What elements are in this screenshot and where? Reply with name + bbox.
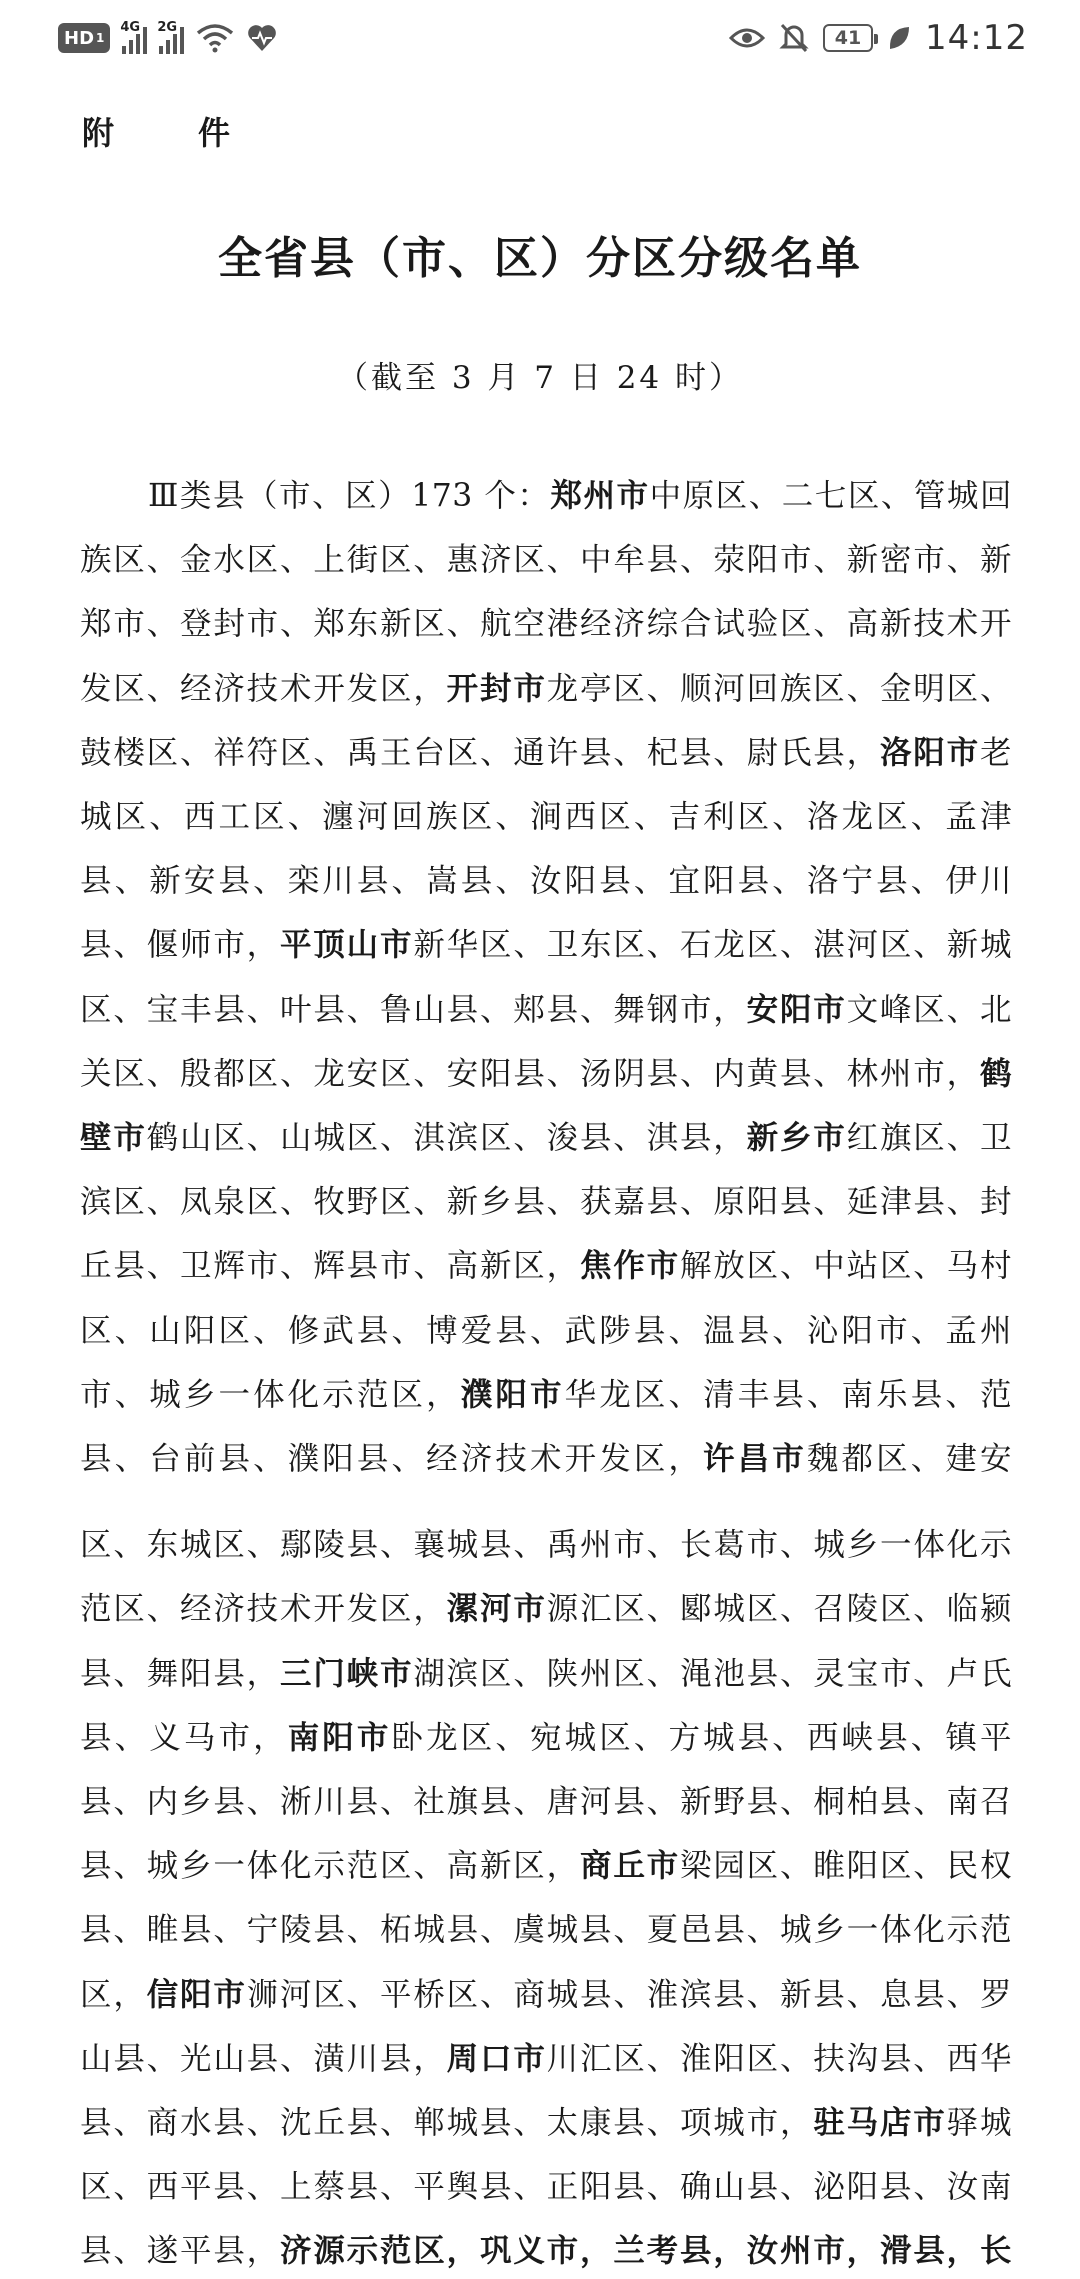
body-line: [80, 1431, 1012, 1487]
body-text: 关区、殷都区、龙安区、安阳县、汤阴县、内黄县、林州市，: [80, 1055, 980, 1092]
body-line: [80, 2159, 1012, 2215]
body-line: [80, 1967, 1012, 2023]
body-line: [80, 917, 1012, 973]
signal-2g-label: 2G: [157, 20, 178, 35]
body-line: [80, 789, 1012, 845]
city-name: 新乡市: [746, 1119, 847, 1156]
city-name: 焦作市: [579, 1247, 680, 1285]
city-name: 漯河市: [446, 1590, 547, 1628]
body-text: 市、城乡一体化示范区，: [80, 1376, 461, 1413]
city-name: 驻马店市: [813, 2104, 947, 2141]
body-line: [80, 1902, 1012, 1958]
body-line: [80, 853, 1012, 909]
body-text: 卧龙区、宛城区、方城县、西峡县、镇平: [391, 1719, 1012, 1756]
body-line: [80, 1710, 1012, 1766]
body-text: 区、西平县、上蔡县、平舆县、正阳县、确山县、泌阳县、汝南: [80, 2169, 1012, 2206]
city-name: 许昌市: [703, 1440, 807, 1477]
city-name: 商丘市: [579, 1847, 680, 1885]
body-line: [80, 1581, 1012, 1637]
body-text: 新华区、卫东区、石龙区、湛河区、新城: [413, 927, 1012, 964]
body-text: 族区、金水区、上街区、惠济区、中牟县、荥阳市、新密市、新: [80, 542, 1012, 579]
body-text: 解放区、中站区、马村: [679, 1248, 1012, 1285]
body-text: 文峰区、北: [846, 991, 1012, 1028]
body-text: 郑市、登封市、郑东新区、航空港经济综合试验区、高新技术开: [80, 606, 1012, 643]
city-name: 濮阳市: [460, 1375, 565, 1413]
body-text: 山县、光山县、潢川县，: [80, 2040, 447, 2077]
body-text: 滨区、凤泉区、牧野区、新乡县、获嘉县、原阳县、延津县、封: [80, 1184, 1012, 1221]
city-name: 南阳市: [287, 1718, 392, 1756]
body-line: [80, 1646, 1012, 1702]
body-text: 城区、西工区、瀍河回族区、涧西区、吉利区、洛龙区、孟津: [80, 799, 1012, 835]
body-text: 范区、经济技术开发区，: [80, 1591, 447, 1628]
body-text: 县、遂平县，: [80, 2233, 280, 2270]
body-line: [80, 661, 1012, 717]
city-name: 安阳市: [746, 990, 847, 1028]
body-text: 区、东城区、鄢陵县、襄城县、禹州市、长葛市、城乡一体化示: [80, 1527, 1012, 1564]
body-line: [80, 1238, 1012, 1294]
city-name: 郑州市: [550, 477, 650, 514]
city-name: 鹤: [979, 1054, 1012, 1092]
body-line: [80, 1517, 1012, 1573]
body-line: [80, 596, 1012, 652]
body-text: 县、新安县、栾川县、嵩县、汝阳县、宜阳县、洛宁县、伊川: [80, 863, 1012, 900]
body-line: [80, 1838, 1012, 1894]
body-text: 红旗区、卫: [846, 1120, 1012, 1156]
body-line: [80, 2095, 1012, 2151]
body-line: [80, 1303, 1012, 1359]
city-name: 周口市: [446, 2039, 547, 2077]
body-text: 川汇区、淮阳区、扶沟县、西华: [546, 2040, 1012, 2077]
body-text: 梁园区、睢阳区、民权: [679, 1848, 1012, 1885]
body-text: 县、台前县、濮阳县、经济技术开发区，: [80, 1441, 704, 1477]
clock: 14:12: [925, 18, 1028, 58]
body-line: [80, 1110, 1012, 1166]
body-text: 区、山阳区、修武县、博爱县、武陟县、温县、沁阳市、孟州: [80, 1312, 1012, 1349]
city-name: 平顶山市: [280, 926, 414, 964]
body-text: 驿城: [946, 2105, 1012, 2141]
body-text: 龙亭区、顺河回族区、金明区、: [546, 670, 1012, 707]
city-name: 壁市: [80, 1119, 147, 1156]
body-text: 鹤山区、山城区、淇滨区、浚县、淇县，: [146, 1120, 747, 1156]
body-line: [80, 532, 1012, 588]
attachment-label: 附 件: [82, 114, 257, 152]
body-text: 湖滨区、陕州区、渑池县、灵宝市、卢氏: [413, 1655, 1012, 1692]
document-title: 全省县（市、区）分区分级名单: [218, 233, 862, 284]
body-text: 县、商水县、沈丘县、郸城县、太康县、项城市，: [80, 2105, 814, 2141]
city-name: 信阳市: [146, 1975, 247, 2013]
body-line: [80, 1174, 1012, 1230]
body-text: 县、内乡县、淅川县、社旗县、唐河县、新野县、桐柏县、南召: [80, 1784, 1012, 1820]
body-line: [80, 1046, 1012, 1102]
document-subtitle: （截至 3 月 7 日 24 时）: [336, 360, 744, 396]
body-text: Ⅲ类县（市、区）173 个：: [148, 478, 551, 514]
body-text: 浉河区、平桥区、商城县、淮滨县、新县、息县、罗: [246, 1976, 1012, 2013]
body-text: 中原区、二七区、管城回: [649, 478, 1012, 514]
body-text: 县、城乡一体化示范区、高新区，: [80, 1848, 580, 1885]
body-text: 鼓楼区、祥符区、禹王台区、通许县、杞县、尉氏县，: [80, 734, 880, 771]
city-name: 三门峡市: [280, 1654, 414, 1692]
signal-4g-label: 4G: [120, 20, 141, 35]
body-text: 丘县、卫辉市、辉县市、高新区，: [80, 1248, 580, 1285]
body-line: [80, 1774, 1012, 1830]
body-text: 发区、经济技术开发区，: [80, 670, 447, 707]
body-text: 老: [979, 734, 1012, 771]
city-name: 洛阳市: [879, 733, 980, 771]
body-line: [80, 2031, 1012, 2087]
body-text: 区、宝丰县、叶县、鲁山县、郏县、舞钢市，: [80, 991, 747, 1028]
body-text: 县、睢县、宁陵县、柘城县、虞城县、夏邑县、城乡一体化示范: [80, 1912, 1012, 1949]
battery-level: 41: [834, 27, 862, 49]
body-text: 县、偃师市，: [80, 927, 280, 964]
body-text: 魏都区、建安: [806, 1441, 1012, 1477]
city-name: 济源示范区，巩义市，兰考县，汝州市，滑县，长: [280, 2232, 1012, 2270]
city-name: 开封市: [446, 669, 547, 707]
body-text: 华龙区、清丰县、南乐县、范: [564, 1376, 1012, 1413]
body-line: [80, 1367, 1012, 1423]
body-text: 源汇区、郾城区、召陵区、临颍: [546, 1591, 1012, 1628]
body-line: [148, 468, 1012, 524]
body-text: 县、义马市，: [80, 1719, 288, 1756]
body-text: 县、舞阳县，: [80, 1655, 280, 1692]
hd-label: HD: [64, 27, 95, 49]
body-line: [80, 2223, 1012, 2279]
body-text: 区，: [80, 1976, 147, 2013]
hd-sub-label: 1: [96, 31, 105, 45]
body-line: [80, 982, 1012, 1038]
body-line: [80, 725, 1012, 781]
